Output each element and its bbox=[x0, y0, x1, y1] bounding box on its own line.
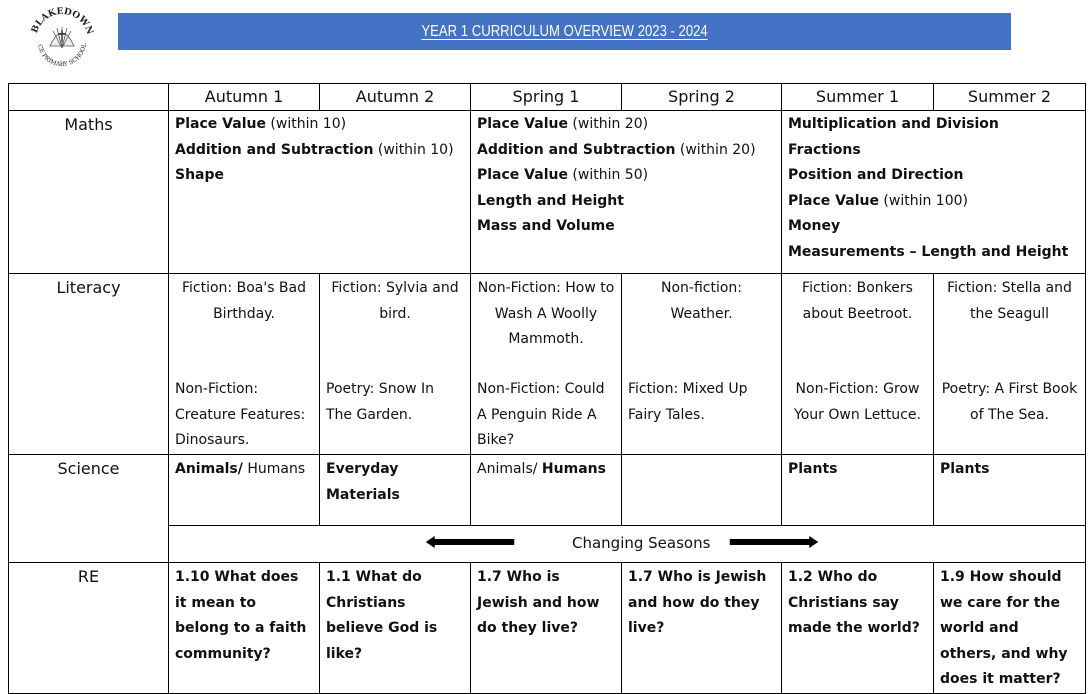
changing-seasons-label: Changing Seasons bbox=[572, 534, 711, 552]
maths-item: Mass and Volume bbox=[477, 218, 615, 234]
maths-item: Addition and Subtraction (within 20) bbox=[477, 141, 756, 158]
svg-text:CE PRIMARY SCHOOL: CE PRIMARY SCHOOL bbox=[36, 42, 89, 69]
subject-re: RE bbox=[9, 563, 169, 694]
page-title: YEAR 1 CURRICULUM OVERVIEW 2023 - 2024 bbox=[421, 22, 708, 40]
science-autumn-2: Everyday Materials bbox=[320, 455, 471, 526]
curriculum-table bbox=[8, 83, 1086, 694]
maths-item: Place Value (within 100) bbox=[788, 192, 968, 209]
subject-maths: Maths bbox=[9, 111, 169, 274]
arrow-right-icon bbox=[715, 536, 833, 548]
maths-autumn bbox=[169, 111, 471, 274]
school-logo bbox=[28, 6, 96, 70]
literacy-autumn-2: Fiction: Sylvia and bird. Poetry: Snow In The Garden. bbox=[320, 274, 471, 455]
literacy-spring-2: Non-fiction: Weather. Fiction: Mixed Up Fairy Tales. bbox=[622, 274, 782, 455]
re-summer-2: 1.9 How should we care for the world and others, and why does it matter? bbox=[934, 563, 1086, 694]
literacy-summer-1: Fiction: Bonkers about Beetroot. Non-Fiction: Grow Your Own Lettuce. bbox=[782, 274, 934, 455]
maths-item: Fractions bbox=[788, 141, 861, 158]
re-summer-1: 1.2 Who do Christians say made the world? bbox=[782, 563, 934, 694]
maths-item: Measurements – Length and Height bbox=[788, 243, 1069, 260]
science-row bbox=[9, 455, 1086, 526]
re-spring-2: 1.7 Who is Jewish and how do they live? bbox=[622, 563, 782, 694]
maths-item: Multiplication and Division bbox=[788, 116, 999, 132]
science-seasons-row bbox=[9, 526, 1086, 563]
re-autumn-2: 1.1 What do Christians believe God is like? bbox=[320, 563, 471, 694]
re-autumn-1: 1.10 What does it mean to belong to a faith community? bbox=[169, 563, 320, 694]
literacy-spring-1: Non-Fiction: How to Wash A Woolly Mammoth. Non-Fiction: Could A Penguin Ride A Bike? bbox=[471, 274, 622, 455]
maths-item: Position and Direction bbox=[788, 167, 964, 183]
science-summer-1: Plants bbox=[782, 455, 934, 526]
maths-item: Length and Height bbox=[477, 192, 624, 209]
science-spring-1: Animals/ Humans bbox=[471, 455, 622, 526]
literacy-autumn-1: Fiction: Boa's Bad Birthday. Non-Fiction: Creature Features: Dinosaurs. bbox=[169, 274, 320, 455]
maths-row bbox=[9, 111, 1086, 274]
title-banner bbox=[118, 13, 1011, 50]
maths-item: Shape bbox=[175, 167, 225, 183]
literacy-row bbox=[9, 274, 1086, 455]
re-row bbox=[9, 563, 1086, 694]
maths-item: Place Value (within 50) bbox=[477, 167, 649, 183]
maths-summer bbox=[782, 111, 1086, 274]
svg-text:BLAKEDOWN: BLAKEDOWN bbox=[30, 6, 95, 36]
maths-item: Money bbox=[788, 218, 841, 234]
science-autumn-1: Animals/ Humans bbox=[169, 455, 320, 526]
term-spring-1: Spring 1 bbox=[471, 84, 622, 111]
subject-science: Science bbox=[9, 455, 169, 563]
re-spring-1: 1.7 Who is Jewish and how do they live? bbox=[471, 563, 622, 694]
term-summer-2: Summer 2 bbox=[934, 84, 1086, 111]
term-spring-2: Spring 2 bbox=[622, 84, 782, 111]
science-summer-2: Plants bbox=[934, 455, 1086, 526]
school-shell-crest-icon bbox=[28, 6, 96, 70]
term-summer-1: Summer 1 bbox=[782, 84, 934, 111]
term-autumn-1: Autumn 1 bbox=[169, 84, 320, 111]
subject-literacy: Literacy bbox=[9, 274, 169, 455]
maths-item: Addition and Subtraction (within 10) bbox=[175, 141, 454, 158]
term-header-row bbox=[9, 84, 1086, 111]
science-spring-2 bbox=[622, 455, 782, 526]
arrow-left-icon bbox=[411, 536, 529, 548]
corner-cell bbox=[9, 84, 169, 111]
maths-item: Place Value (within 10) bbox=[175, 116, 347, 132]
maths-spring bbox=[471, 111, 782, 274]
term-autumn-2: Autumn 2 bbox=[320, 84, 471, 111]
changing-seasons-banner bbox=[169, 526, 1086, 563]
maths-item: Place Value (within 20) bbox=[477, 116, 649, 132]
literacy-summer-2: Fiction: Stella and the Seagull Poetry: A First Book of The Sea. bbox=[934, 274, 1086, 455]
